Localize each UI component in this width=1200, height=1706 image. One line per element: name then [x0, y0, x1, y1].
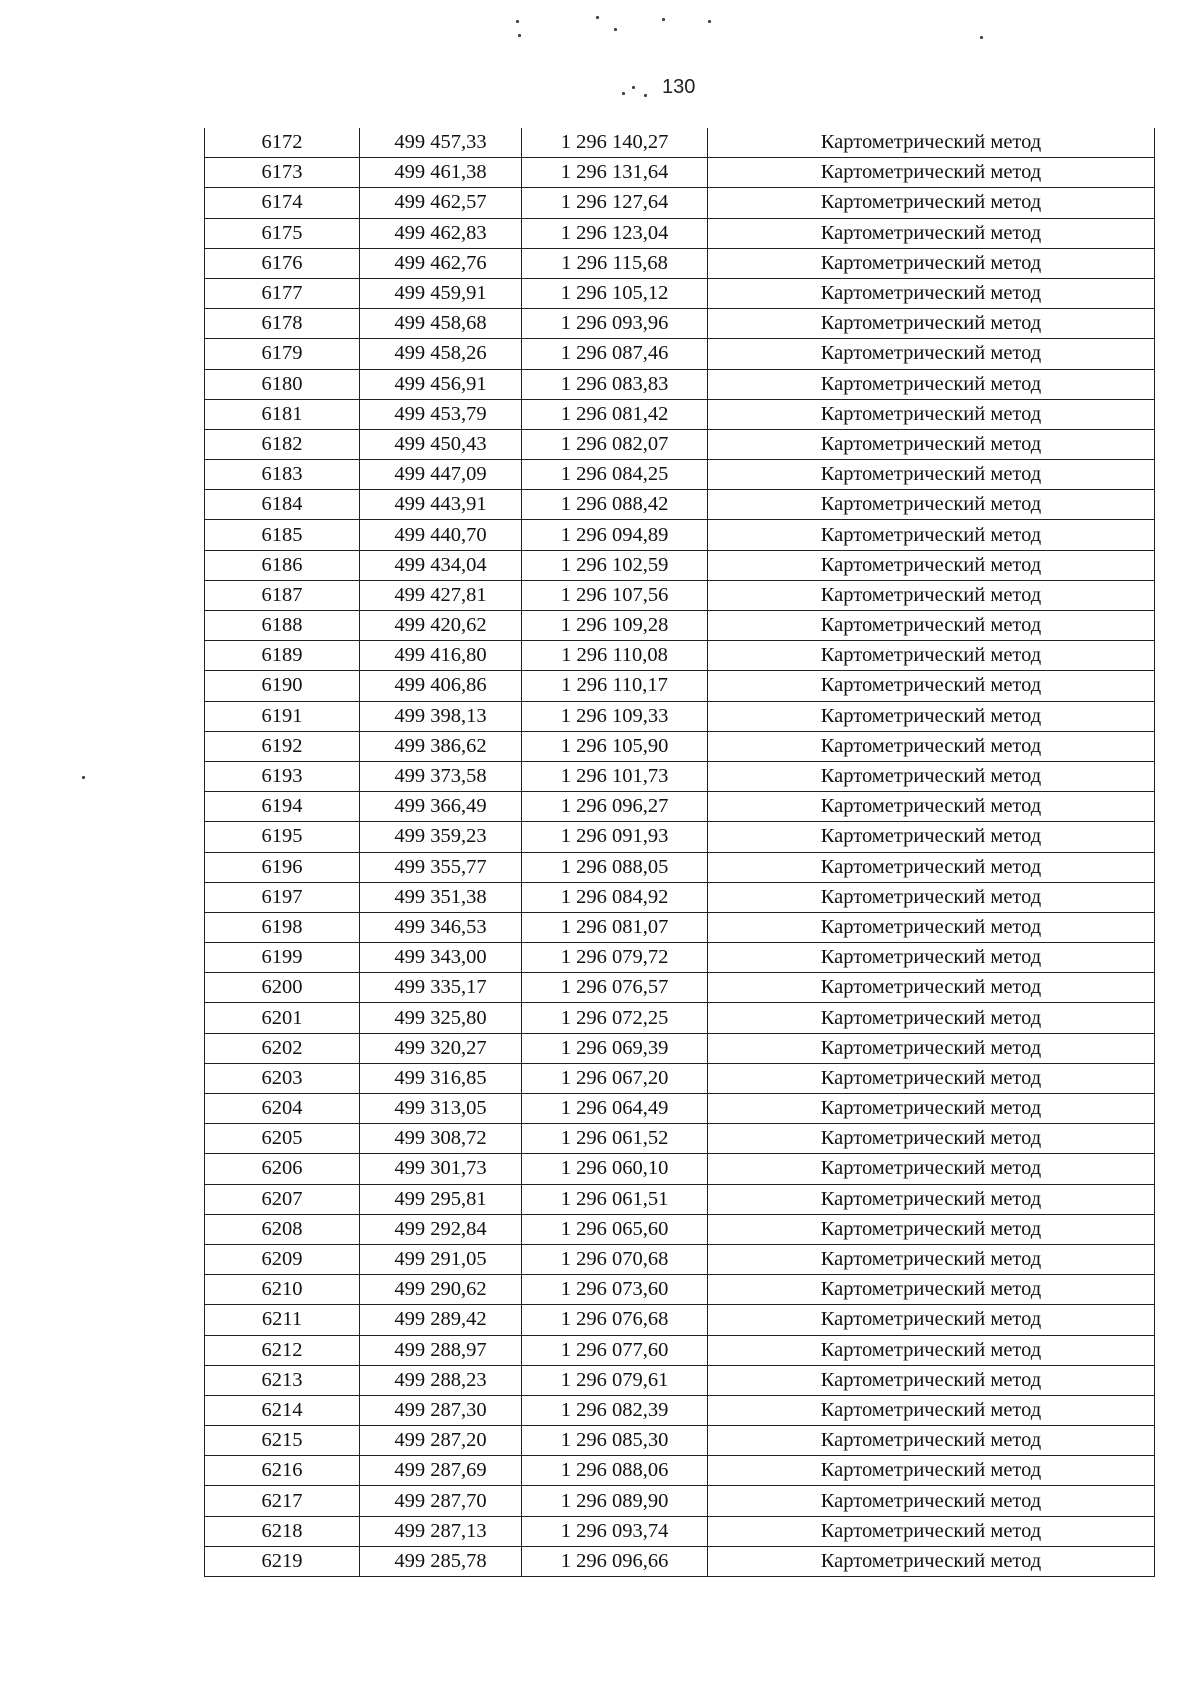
point-number-cell: 6217: [205, 1486, 360, 1516]
method-cell: Картометрический метод: [708, 1395, 1155, 1425]
table-row: [205, 1456, 1155, 1486]
table-row: [205, 580, 1155, 610]
method-cell: Картометрический метод: [708, 731, 1155, 761]
y-coordinate-cell: 1 296 069,39: [522, 1033, 708, 1063]
point-number-cell: 6173: [205, 158, 360, 188]
x-coordinate-cell: 499 366,49: [360, 792, 522, 822]
y-coordinate-cell: 1 296 077,60: [522, 1335, 708, 1365]
x-coordinate-cell: 499 308,72: [360, 1124, 522, 1154]
point-number-cell: 6183: [205, 460, 360, 490]
method-cell: Картометрический метод: [708, 248, 1155, 278]
y-coordinate-cell: 1 296 073,60: [522, 1275, 708, 1305]
x-coordinate-cell: 499 288,23: [360, 1365, 522, 1395]
x-coordinate-cell: 499 456,91: [360, 369, 522, 399]
table-row: [205, 973, 1155, 1003]
method-cell: Картометрический метод: [708, 369, 1155, 399]
table-row: [205, 1546, 1155, 1576]
point-number-cell: 6189: [205, 641, 360, 671]
x-coordinate-cell: 499 346,53: [360, 912, 522, 942]
table-row: [205, 429, 1155, 459]
point-number-cell: 6207: [205, 1184, 360, 1214]
table-row: [205, 1395, 1155, 1425]
x-coordinate-cell: 499 291,05: [360, 1244, 522, 1274]
method-cell: Картометрический метод: [708, 1305, 1155, 1335]
point-number-cell: 6216: [205, 1456, 360, 1486]
x-coordinate-cell: 499 320,27: [360, 1033, 522, 1063]
y-coordinate-cell: 1 296 096,27: [522, 792, 708, 822]
point-number-cell: 6219: [205, 1546, 360, 1576]
method-cell: Картометрический метод: [708, 1546, 1155, 1576]
table-row: [205, 1275, 1155, 1305]
table-row: [205, 369, 1155, 399]
x-coordinate-cell: 499 313,05: [360, 1094, 522, 1124]
method-cell: Картометрический метод: [708, 1275, 1155, 1305]
x-coordinate-cell: 499 461,38: [360, 158, 522, 188]
point-number-cell: 6188: [205, 611, 360, 641]
table-row: [205, 761, 1155, 791]
table-row: [205, 1486, 1155, 1516]
y-coordinate-cell: 1 296 109,28: [522, 611, 708, 641]
x-coordinate-cell: 499 434,04: [360, 550, 522, 580]
method-cell: Картометрический метод: [708, 1033, 1155, 1063]
table-row: [205, 852, 1155, 882]
x-coordinate-cell: 499 457,33: [360, 128, 522, 158]
method-cell: Картометрический метод: [708, 309, 1155, 339]
table-row: [205, 1094, 1155, 1124]
y-coordinate-cell: 1 296 107,56: [522, 580, 708, 610]
table-row: [205, 1335, 1155, 1365]
point-number-cell: 6193: [205, 761, 360, 791]
y-coordinate-cell: 1 296 082,07: [522, 429, 708, 459]
table-row: [205, 218, 1155, 248]
point-number-cell: 6187: [205, 580, 360, 610]
x-coordinate-cell: 499 287,30: [360, 1395, 522, 1425]
method-cell: Картометрический метод: [708, 1063, 1155, 1093]
point-number-cell: 6172: [205, 128, 360, 158]
point-number-cell: 6210: [205, 1275, 360, 1305]
point-number-cell: 6205: [205, 1124, 360, 1154]
method-cell: Картометрический метод: [708, 128, 1155, 158]
table-row: [205, 1154, 1155, 1184]
table-row: [205, 641, 1155, 671]
y-coordinate-cell: 1 296 101,73: [522, 761, 708, 791]
table-row: [205, 731, 1155, 761]
table-row: [205, 912, 1155, 942]
method-cell: Картометрический метод: [708, 429, 1155, 459]
method-cell: Картометрический метод: [708, 580, 1155, 610]
x-coordinate-cell: 499 398,13: [360, 701, 522, 731]
table-row: [205, 943, 1155, 973]
point-number-cell: 6190: [205, 671, 360, 701]
method-cell: Картометрический метод: [708, 973, 1155, 1003]
table-row: [205, 1244, 1155, 1274]
y-coordinate-cell: 1 296 085,30: [522, 1426, 708, 1456]
y-coordinate-cell: 1 296 127,64: [522, 188, 708, 218]
x-coordinate-cell: 499 301,73: [360, 1154, 522, 1184]
y-coordinate-cell: 1 296 093,74: [522, 1516, 708, 1546]
method-cell: Картометрический метод: [708, 1335, 1155, 1365]
y-coordinate-cell: 1 296 084,92: [522, 882, 708, 912]
y-coordinate-cell: 1 296 109,33: [522, 701, 708, 731]
table-row: [205, 1033, 1155, 1063]
table-row: [205, 399, 1155, 429]
method-cell: Картометрический метод: [708, 158, 1155, 188]
point-number-cell: 6199: [205, 943, 360, 973]
x-coordinate-cell: 499 287,13: [360, 1516, 522, 1546]
point-number-cell: 6214: [205, 1395, 360, 1425]
scan-speck: [632, 86, 635, 89]
y-coordinate-cell: 1 296 081,42: [522, 399, 708, 429]
y-coordinate-cell: 1 296 088,42: [522, 490, 708, 520]
method-cell: Картометрический метод: [708, 1516, 1155, 1546]
y-coordinate-cell: 1 296 083,83: [522, 369, 708, 399]
method-cell: Картометрический метод: [708, 912, 1155, 942]
scan-speck: [82, 776, 85, 779]
point-number-cell: 6197: [205, 882, 360, 912]
point-number-cell: 6180: [205, 369, 360, 399]
x-coordinate-cell: 499 450,43: [360, 429, 522, 459]
method-cell: Картометрический метод: [708, 490, 1155, 520]
y-coordinate-cell: 1 296 061,51: [522, 1184, 708, 1214]
table-row: [205, 309, 1155, 339]
x-coordinate-cell: 499 447,09: [360, 460, 522, 490]
method-cell: Картометрический метод: [708, 1365, 1155, 1395]
point-number-cell: 6191: [205, 701, 360, 731]
method-cell: Картометрический метод: [708, 1124, 1155, 1154]
y-coordinate-cell: 1 296 088,06: [522, 1456, 708, 1486]
x-coordinate-cell: 499 316,85: [360, 1063, 522, 1093]
y-coordinate-cell: 1 296 084,25: [522, 460, 708, 490]
method-cell: Картометрический метод: [708, 701, 1155, 731]
x-coordinate-cell: 499 335,17: [360, 973, 522, 1003]
method-cell: Картометрический метод: [708, 822, 1155, 852]
point-number-cell: 6174: [205, 188, 360, 218]
scan-speck: [516, 20, 519, 23]
point-number-cell: 6186: [205, 550, 360, 580]
table-row: [205, 1184, 1155, 1214]
point-number-cell: 6184: [205, 490, 360, 520]
table-row: [205, 882, 1155, 912]
point-number-cell: 6195: [205, 822, 360, 852]
method-cell: Картометрический метод: [708, 671, 1155, 701]
method-cell: Картометрический метод: [708, 792, 1155, 822]
method-cell: Картометрический метод: [708, 1154, 1155, 1184]
point-number-cell: 6203: [205, 1063, 360, 1093]
scan-speck: [596, 16, 599, 19]
method-cell: Картометрический метод: [708, 761, 1155, 791]
table-row: [205, 188, 1155, 218]
table-row: [205, 1124, 1155, 1154]
x-coordinate-cell: 499 343,00: [360, 943, 522, 973]
method-cell: Картометрический метод: [708, 550, 1155, 580]
table-row: [205, 1516, 1155, 1546]
y-coordinate-cell: 1 296 091,93: [522, 822, 708, 852]
point-number-cell: 6209: [205, 1244, 360, 1274]
method-cell: Картометрический метод: [708, 1456, 1155, 1486]
y-coordinate-cell: 1 296 096,66: [522, 1546, 708, 1576]
point-number-cell: 6213: [205, 1365, 360, 1395]
x-coordinate-cell: 499 459,91: [360, 278, 522, 308]
y-coordinate-cell: 1 296 081,07: [522, 912, 708, 942]
table-row: [205, 1063, 1155, 1093]
table-row: [205, 460, 1155, 490]
point-number-cell: 6194: [205, 792, 360, 822]
x-coordinate-cell: 499 285,78: [360, 1546, 522, 1576]
y-coordinate-cell: 1 296 089,90: [522, 1486, 708, 1516]
point-number-cell: 6201: [205, 1003, 360, 1033]
y-coordinate-cell: 1 296 087,46: [522, 339, 708, 369]
method-cell: Картометрический метод: [708, 1003, 1155, 1033]
y-coordinate-cell: 1 296 060,10: [522, 1154, 708, 1184]
table-row: [205, 248, 1155, 278]
x-coordinate-cell: 499 416,80: [360, 641, 522, 671]
x-coordinate-cell: 499 462,76: [360, 248, 522, 278]
y-coordinate-cell: 1 296 072,25: [522, 1003, 708, 1033]
method-cell: Картометрический метод: [708, 1184, 1155, 1214]
y-coordinate-cell: 1 296 123,04: [522, 218, 708, 248]
x-coordinate-cell: 499 292,84: [360, 1214, 522, 1244]
point-number-cell: 6215: [205, 1426, 360, 1456]
method-cell: Картометрический метод: [708, 339, 1155, 369]
method-cell: Картометрический метод: [708, 218, 1155, 248]
x-coordinate-cell: 499 427,81: [360, 580, 522, 610]
x-coordinate-cell: 499 462,57: [360, 188, 522, 218]
table-row: [205, 1003, 1155, 1033]
x-coordinate-cell: 499 458,68: [360, 309, 522, 339]
method-cell: Картометрический метод: [708, 943, 1155, 973]
point-number-cell: 6178: [205, 309, 360, 339]
y-coordinate-cell: 1 296 105,12: [522, 278, 708, 308]
y-coordinate-cell: 1 296 110,17: [522, 671, 708, 701]
point-number-cell: 6202: [205, 1033, 360, 1063]
method-cell: Картометрический метод: [708, 399, 1155, 429]
point-number-cell: 6212: [205, 1335, 360, 1365]
method-cell: Картометрический метод: [708, 1426, 1155, 1456]
y-coordinate-cell: 1 296 065,60: [522, 1214, 708, 1244]
x-coordinate-cell: 499 406,86: [360, 671, 522, 701]
x-coordinate-cell: 499 386,62: [360, 731, 522, 761]
x-coordinate-cell: 499 289,42: [360, 1305, 522, 1335]
y-coordinate-cell: 1 296 110,08: [522, 641, 708, 671]
page-number: 130: [662, 76, 696, 98]
x-coordinate-cell: 499 443,91: [360, 490, 522, 520]
method-cell: Картометрический метод: [708, 520, 1155, 550]
table-row: [205, 611, 1155, 641]
point-number-cell: 6196: [205, 852, 360, 882]
point-number-cell: 6204: [205, 1094, 360, 1124]
table-row: [205, 520, 1155, 550]
point-number-cell: 6211: [205, 1305, 360, 1335]
y-coordinate-cell: 1 296 105,90: [522, 731, 708, 761]
x-coordinate-cell: 499 462,83: [360, 218, 522, 248]
table-row: [205, 1305, 1155, 1335]
method-cell: Картометрический метод: [708, 1214, 1155, 1244]
x-coordinate-cell: 499 355,77: [360, 852, 522, 882]
x-coordinate-cell: 499 458,26: [360, 339, 522, 369]
scan-speck: [662, 18, 665, 21]
table-row: [205, 278, 1155, 308]
point-number-cell: 6198: [205, 912, 360, 942]
y-coordinate-cell: 1 296 076,57: [522, 973, 708, 1003]
y-coordinate-cell: 1 296 076,68: [522, 1305, 708, 1335]
table-row: [205, 701, 1155, 731]
x-coordinate-cell: 499 351,38: [360, 882, 522, 912]
x-coordinate-cell: 499 420,62: [360, 611, 522, 641]
x-coordinate-cell: 499 287,70: [360, 1486, 522, 1516]
x-coordinate-cell: 499 325,80: [360, 1003, 522, 1033]
table-row: [205, 158, 1155, 188]
point-number-cell: 6175: [205, 218, 360, 248]
scan-speck: [614, 28, 617, 31]
method-cell: Картометрический метод: [708, 1486, 1155, 1516]
table-row: [205, 792, 1155, 822]
y-coordinate-cell: 1 296 067,20: [522, 1063, 708, 1093]
x-coordinate-cell: 499 440,70: [360, 520, 522, 550]
table-row: [205, 339, 1155, 369]
x-coordinate-cell: 499 287,69: [360, 1456, 522, 1486]
x-coordinate-cell: 499 288,97: [360, 1335, 522, 1365]
x-coordinate-cell: 499 359,23: [360, 822, 522, 852]
scan-speck: [708, 20, 711, 23]
y-coordinate-cell: 1 296 079,72: [522, 943, 708, 973]
point-number-cell: 6218: [205, 1516, 360, 1546]
x-coordinate-cell: 499 373,58: [360, 761, 522, 791]
point-number-cell: 6177: [205, 278, 360, 308]
y-coordinate-cell: 1 296 131,64: [522, 158, 708, 188]
table-row: [205, 550, 1155, 580]
table-row: [205, 671, 1155, 701]
y-coordinate-cell: 1 296 061,52: [522, 1124, 708, 1154]
point-number-cell: 6176: [205, 248, 360, 278]
x-coordinate-cell: 499 295,81: [360, 1184, 522, 1214]
point-number-cell: 6182: [205, 429, 360, 459]
method-cell: Картометрический метод: [708, 460, 1155, 490]
y-coordinate-cell: 1 296 140,27: [522, 128, 708, 158]
table-row: [205, 822, 1155, 852]
y-coordinate-cell: 1 296 094,89: [522, 520, 708, 550]
y-coordinate-cell: 1 296 115,68: [522, 248, 708, 278]
table-row: [205, 490, 1155, 520]
point-number-cell: 6200: [205, 973, 360, 1003]
y-coordinate-cell: 1 296 070,68: [522, 1244, 708, 1274]
y-coordinate-cell: 1 296 064,49: [522, 1094, 708, 1124]
coordinates-table: [204, 128, 1155, 1577]
scan-speck: [518, 34, 521, 37]
point-number-cell: 6208: [205, 1214, 360, 1244]
table-row: [205, 1365, 1155, 1395]
method-cell: Картометрический метод: [708, 611, 1155, 641]
y-coordinate-cell: 1 296 082,39: [522, 1395, 708, 1425]
method-cell: Картометрический метод: [708, 882, 1155, 912]
method-cell: Картометрический метод: [708, 641, 1155, 671]
scan-speck: [622, 92, 625, 95]
y-coordinate-cell: 1 296 102,59: [522, 550, 708, 580]
method-cell: Картометрический метод: [708, 188, 1155, 218]
y-coordinate-cell: 1 296 088,05: [522, 852, 708, 882]
point-number-cell: 6185: [205, 520, 360, 550]
point-number-cell: 6179: [205, 339, 360, 369]
point-number-cell: 6192: [205, 731, 360, 761]
x-coordinate-cell: 499 290,62: [360, 1275, 522, 1305]
scan-speck: [980, 36, 983, 39]
method-cell: Картометрический метод: [708, 1244, 1155, 1274]
x-coordinate-cell: 499 287,20: [360, 1426, 522, 1456]
method-cell: Картометрический метод: [708, 852, 1155, 882]
table-row: [205, 128, 1155, 158]
y-coordinate-cell: 1 296 079,61: [522, 1365, 708, 1395]
point-number-cell: 6181: [205, 399, 360, 429]
point-number-cell: 6206: [205, 1154, 360, 1184]
method-cell: Картометрический метод: [708, 1094, 1155, 1124]
table-row: [205, 1214, 1155, 1244]
y-coordinate-cell: 1 296 093,96: [522, 309, 708, 339]
method-cell: Картометрический метод: [708, 278, 1155, 308]
x-coordinate-cell: 499 453,79: [360, 399, 522, 429]
table-row: [205, 1426, 1155, 1456]
scan-speck: [644, 94, 647, 97]
